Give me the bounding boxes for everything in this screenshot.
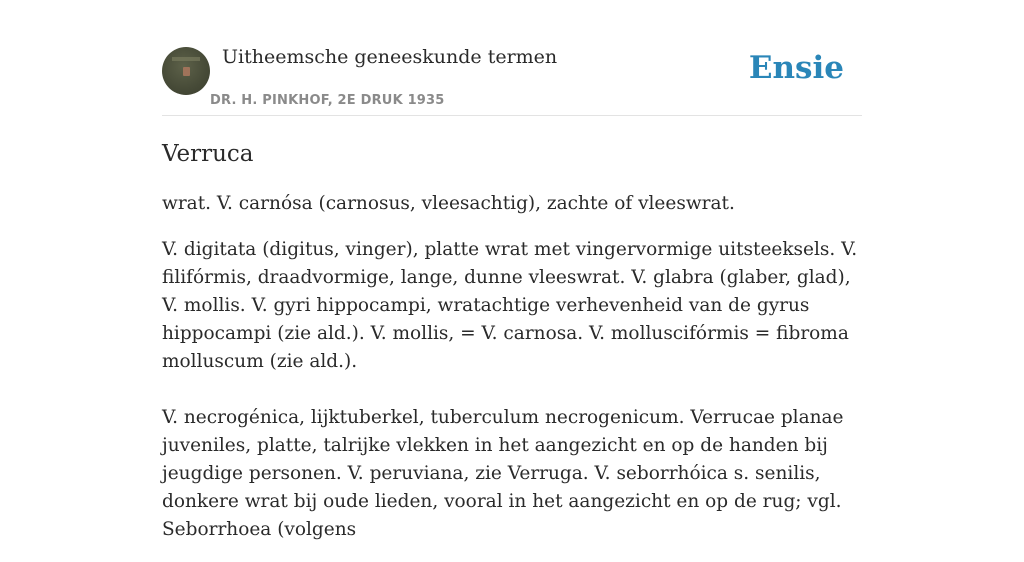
book-header [162, 40, 862, 116]
entry-content [162, 136, 862, 562]
book-cover-icon[interactable] [162, 47, 210, 95]
cover-label-band [172, 57, 200, 61]
entry-paragraph: wrat. V. carnósa (carnosus, vleesachtig), zachte of vleeswrat. [162, 193, 735, 214]
entry-paragraph: V. necrogénica, lijktuberkel, tuberculum necrogenicum. Verrucae planae juveniles, platte, talrijke vlekken in het aangezicht en op de handen bij jeugdige personen. V. peruviana, zie Verruga. V. seborrhóica s. senilis, donkere wrat bij oude lieden, vooral in het aangezicht en op de rug; vgl. Seborrhoea (volgens [162, 407, 844, 540]
cover-emblem [183, 67, 190, 76]
book-author: DR. H. PINKHOF, 2E DRUK 1935 [210, 93, 445, 108]
entry-paragraph: V. digitata (digitus, vinger), platte wrat met vingervormige uitsteeksels. V. filifórmis, draadvormige, lange, dunne vleeswrat. V. glabra (glaber, glad), V. mollis. V. gyri hippocampi, wratachtige verhevenheid van de gyrus hippocampi (zie ald.). V. mollis, = V. carnosa. V. molluscifórmis = fibroma molluscum (zie ald.). [162, 239, 858, 372]
ensie-logo-link[interactable]: Ensie [748, 50, 844, 86]
entry-title: Verruca [162, 141, 254, 167]
book-title[interactable]: Uitheemsche geneeskunde termen [222, 46, 558, 68]
